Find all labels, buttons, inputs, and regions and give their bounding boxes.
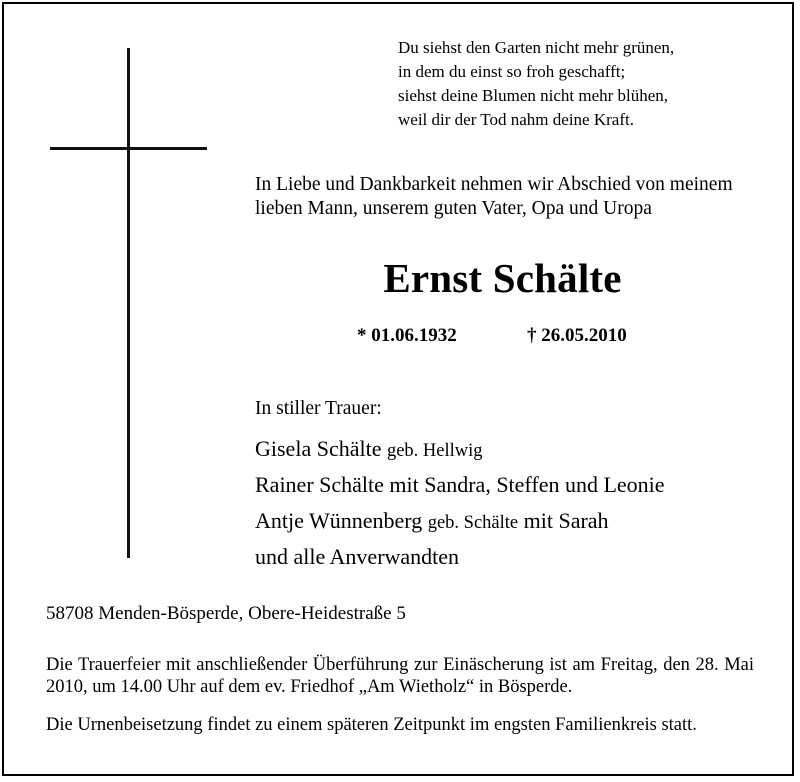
death-date: † 26.05.2010 — [527, 325, 627, 346]
deceased-name: Ernst Schälte — [383, 255, 622, 301]
mourner-name: Rainer Schälte mit Sandra, Steffen und Leonie — [255, 472, 665, 497]
poem-line: weil dir der Tod nahm deine Kraft. — [398, 110, 634, 129]
mourning-label: In stiller Trauer: — [255, 398, 382, 419]
funeral-info: Die Trauerfeier mit anschließender Überführung zur Einäscherung ist am Freitag, den 28. Mai 2010, um 14.00 Uhr auf dem ev. Friedhof „Am Wietholz“ in Bösperde. — [46, 655, 754, 697]
poem — [398, 36, 674, 132]
cross-horizontal-bar — [50, 147, 207, 150]
farewell-text: In Liebe und Dankbarkeit nehmen wir Abschied von meinem lieben Mann, unserem guten Vater, Opa und Uropa — [255, 174, 733, 219]
mourner-maiden-name: geb. Hellwig — [386, 441, 483, 461]
poem-line: siehst deine Blumen nicht mehr blühen, — [398, 86, 669, 105]
mourner-line — [255, 468, 665, 504]
mourner-line — [255, 540, 665, 576]
poem-line: in dem du einst so froh geschafft; — [398, 62, 626, 81]
cross-vertical-bar — [127, 48, 130, 558]
urn-burial-info: Die Urnenbeisetzung findet zu einem späteren Zeitpunkt im engsten Familienkreis statt. — [46, 715, 697, 735]
address: 58708 Menden-Bösperde, Obere-Heidestraße 5 — [46, 603, 406, 624]
mourner-name: Antje Wünnenberg — [255, 508, 428, 533]
mourners-list — [255, 432, 665, 576]
birth-date: * 01.06.1932 — [357, 325, 457, 346]
mourner-line — [255, 432, 665, 468]
poem-line: Du siehst den Garten nicht mehr grünen, — [398, 38, 675, 57]
mourner-line — [255, 504, 665, 540]
mourner-name: und alle Anverwandten — [255, 544, 460, 569]
mourner-maiden-name: geb. Schälte — [427, 513, 519, 533]
mourner-extra: mit Sarah — [518, 508, 609, 533]
mourner-name: Gisela Schälte — [255, 436, 387, 461]
